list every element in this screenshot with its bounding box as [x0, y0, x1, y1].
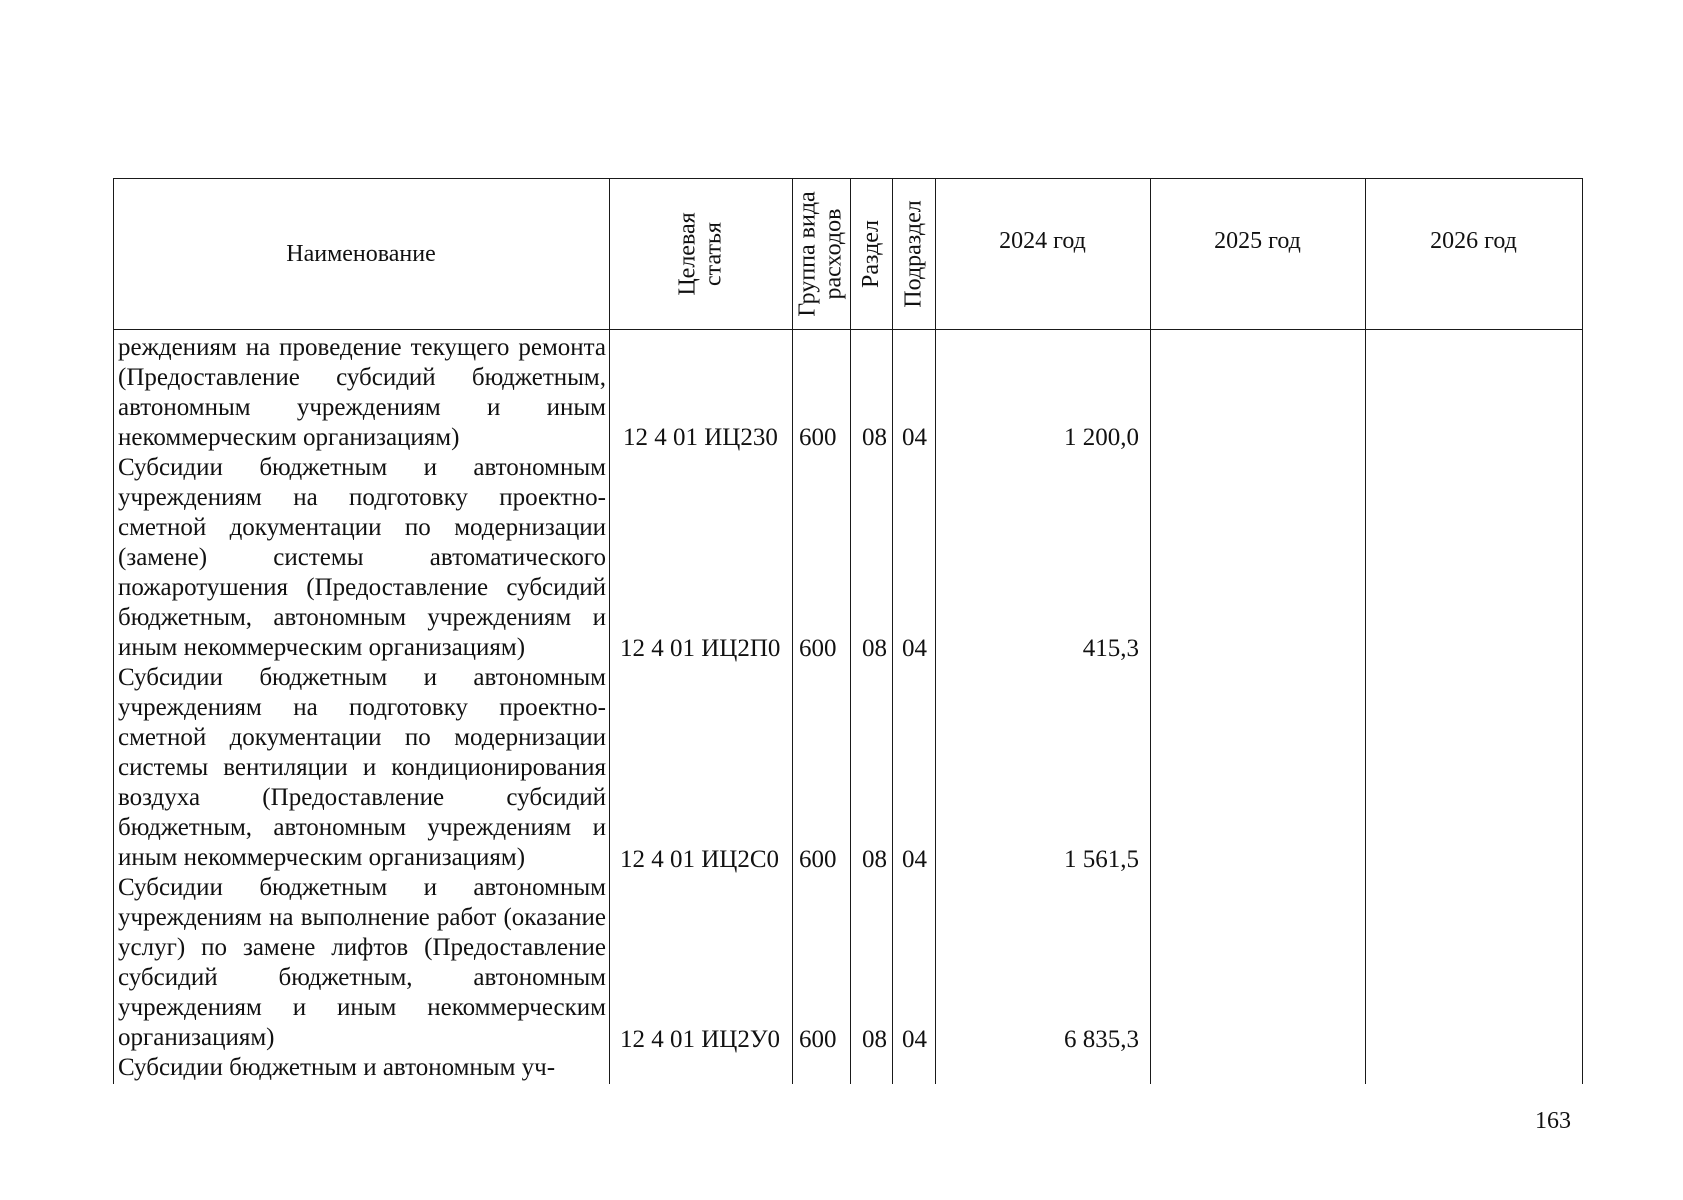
row-3-group: 600 — [799, 846, 837, 873]
row-4-name: Субсидии бюджетным и автономным учреждениям на выполнение работ (оказание услуг) по замене лифтов (Предоставление субсидий бюджетным, автономным учреждениям и иным некоммерческим организациям) — [118, 874, 606, 1051]
header-group-line1: Группа вида — [795, 190, 821, 317]
row-1-section: 08 — [862, 424, 887, 451]
header-target-text — [674, 212, 726, 295]
header-section-text: Раздел — [858, 219, 885, 288]
row-3-code: 12 4 01 ИЦ2С0 — [620, 846, 780, 873]
header-group-text — [795, 191, 847, 316]
row-4-section: 08 — [862, 1026, 887, 1053]
row-2-name: Субсидии бюджетным и автономным учреждениям на подготовку проектно-сметной документации по модернизации (замене) системы автоматического пожаротушения (Предоставление субсидий бюджетным, автономным учреждениям и иным некоммерческим организациям) — [118, 454, 606, 661]
header-section — [850, 178, 892, 329]
header-2024 — [935, 229, 1150, 253]
row-2-code: 12 4 01 ИЦ2П0 — [620, 635, 781, 662]
header-target — [609, 178, 792, 329]
header-2025-text: 2025 год — [1214, 228, 1301, 254]
row-4-group: 600 — [799, 1026, 837, 1053]
header-target-line1: Целевая — [674, 211, 701, 296]
header-2026 — [1365, 229, 1582, 253]
col-border-2024 — [1150, 178, 1151, 1084]
row-4-code: 12 4 01 ИЦ2У0 — [620, 1026, 781, 1053]
header-target-line2: статья — [700, 221, 727, 286]
header-2025 — [1150, 229, 1365, 253]
row-1-code: 12 4 01 ИЦ230 — [623, 424, 778, 451]
col-border-right — [1582, 178, 1583, 1084]
row-4-subsection: 04 — [902, 1026, 927, 1053]
row-1-group: 600 — [799, 424, 837, 451]
header-name — [113, 178, 609, 329]
header-2026-text: 2026 год — [1430, 228, 1517, 254]
row-2-group: 600 — [799, 635, 837, 662]
header-group — [792, 178, 850, 329]
header-bottom-border — [113, 329, 1583, 330]
col-border-subsection — [935, 178, 936, 1084]
row-5-name: Субсидии бюджетным и автономным уч- — [118, 1054, 556, 1081]
header-name-text: Наименование — [286, 240, 436, 267]
header-subsection — [892, 178, 935, 329]
row-3-subsection: 04 — [902, 846, 927, 873]
row-1-2024: 1 200,0 — [1064, 424, 1139, 451]
header-group-line2: расходов — [821, 208, 847, 299]
header-subsection-text: Подраздел — [900, 199, 927, 308]
header-2024-text: 2024 год — [999, 228, 1086, 254]
row-2-subsection: 04 — [902, 635, 927, 662]
row-3-2024: 1 561,5 — [1064, 846, 1139, 873]
row-4-2024: 6 835,3 — [1064, 1026, 1139, 1053]
row-2-section: 08 — [862, 635, 887, 662]
row-1-name: реждениям на проведение текущего ремонта (Предоставление субсидий бюджетным, автономным учреждениям и иным некоммерческим организациям) — [118, 334, 606, 451]
row-2-2024: 415,3 — [1082, 635, 1139, 662]
row-3-name: Субсидии бюджетным и автономным учреждениям на подготовку проектно-сметной документации по модернизации системы вентиляции и кондиционирования воздуха (Предоставление субсидий бюджетным, автономным учреждениям и иным некоммерческим организациям) — [118, 664, 606, 871]
page-number: 163 — [1535, 1108, 1571, 1134]
row-3-section: 08 — [862, 846, 887, 873]
row-1-subsection: 04 — [902, 424, 927, 451]
col-border-2025 — [1365, 178, 1366, 1084]
name-column — [118, 333, 606, 1083]
